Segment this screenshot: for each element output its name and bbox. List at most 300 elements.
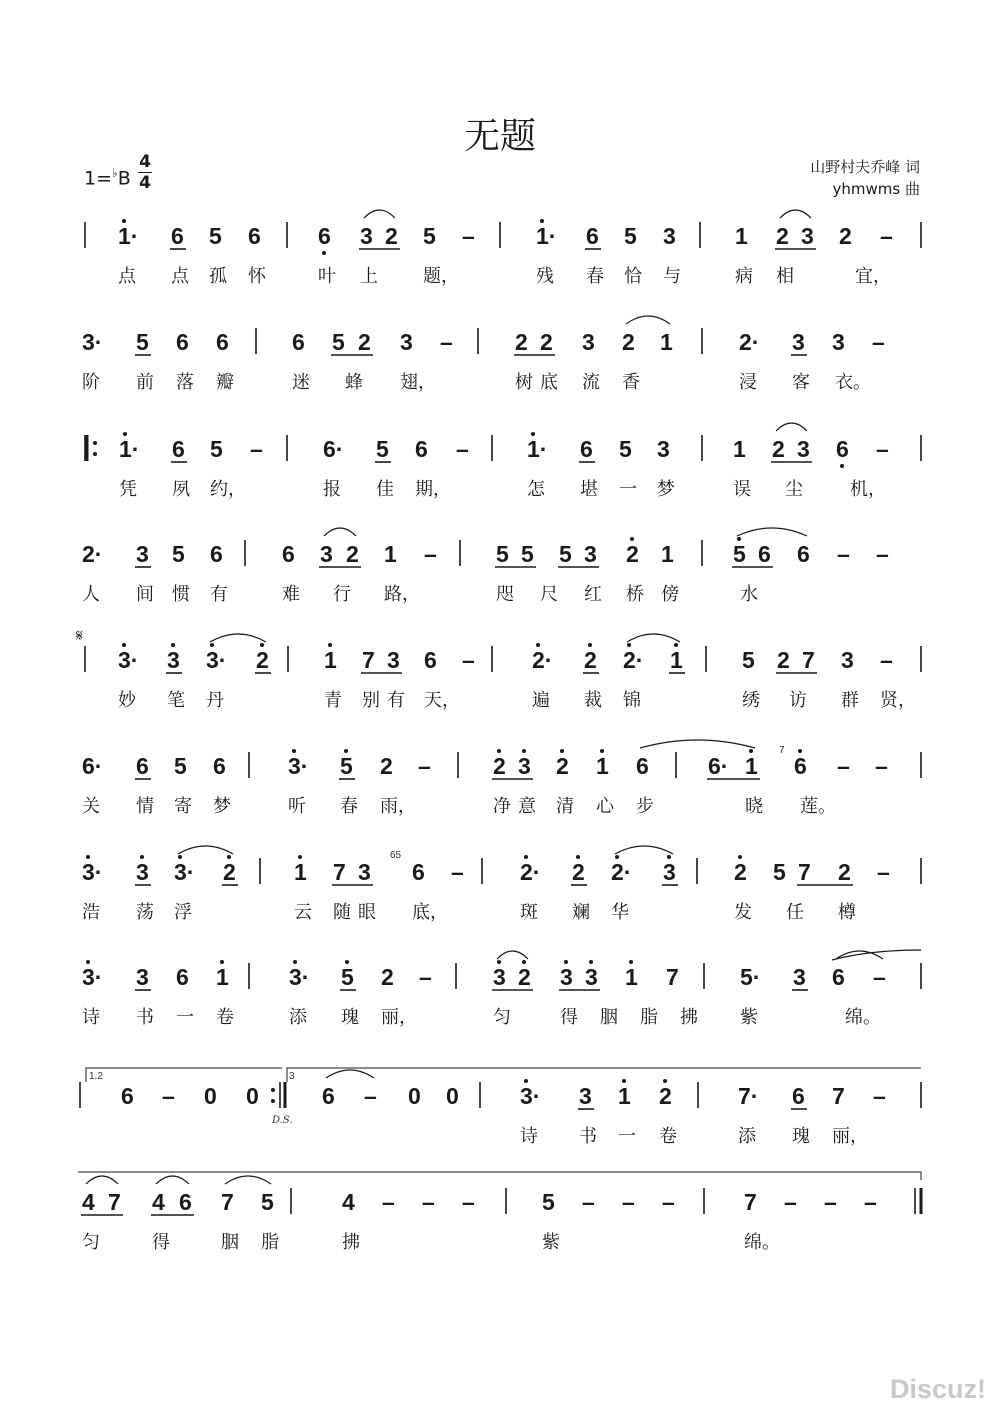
octave-dot-high	[171, 643, 175, 647]
note: 0	[246, 1083, 259, 1109]
octave-dot-high	[630, 537, 634, 541]
lyric-syllable: 意	[518, 796, 536, 817]
note: 3·	[82, 964, 103, 990]
note: 2	[659, 1083, 672, 1109]
note: 0	[446, 1083, 459, 1109]
note: –	[440, 329, 453, 355]
note: 6	[758, 541, 771, 567]
lyric-syllable: 清	[556, 796, 574, 817]
note: 2	[381, 964, 394, 990]
note: 5	[209, 223, 222, 249]
octave-dot-high	[749, 749, 753, 753]
watermark: Discuz!	[889, 1374, 986, 1404]
lyric-syllable: 绵。	[744, 1232, 780, 1253]
page-title: 无题	[463, 116, 536, 157]
note: 1	[596, 753, 609, 779]
note: 1	[661, 541, 674, 567]
lyric-syllable: 雨，	[380, 796, 416, 817]
note: 3	[560, 964, 573, 990]
lyric-syllable: 与	[663, 266, 681, 287]
note: 1	[670, 647, 683, 673]
lyric-syllable: 紫	[542, 1232, 560, 1253]
lyric-syllable: 拂	[680, 1007, 698, 1028]
repeat-dot	[93, 452, 97, 456]
lyric-syllable: 怎	[527, 479, 545, 500]
lyric-syllable: 书	[579, 1126, 597, 1147]
note: 3	[136, 964, 149, 990]
octave-dot-high	[674, 643, 678, 647]
octave-dot-high	[663, 1079, 667, 1083]
lyric-syllable: 锦	[623, 690, 641, 711]
note: 3·	[520, 1083, 541, 1109]
note: 6	[171, 223, 184, 249]
lyric-syllable: 得	[560, 1007, 578, 1028]
octave-dot-high	[522, 749, 526, 753]
row-5	[85, 634, 921, 711]
octave-dot-high	[576, 855, 580, 859]
lyric-syllable: 卷	[216, 1007, 234, 1028]
octave-dot-high	[86, 855, 90, 859]
note: 2	[626, 541, 639, 567]
note: 5	[174, 753, 187, 779]
coda-bracket	[78, 1172, 921, 1180]
note: 2	[380, 753, 393, 779]
octave-dot-high	[531, 432, 535, 436]
note: 3	[797, 436, 810, 462]
lyric-syllable: 佳	[376, 479, 394, 500]
lyric-syllable: 翅，	[400, 372, 436, 393]
slur	[627, 634, 680, 642]
note: 2	[346, 541, 359, 567]
row-10	[81, 1176, 877, 1253]
note: 3	[358, 859, 371, 885]
row-9	[80, 1070, 921, 1147]
note: 7	[333, 859, 346, 885]
note: –	[876, 541, 889, 567]
lyric-syllable: 相	[776, 266, 794, 287]
lyric-syllable: 迷	[292, 372, 310, 393]
octave-dot-high	[122, 643, 126, 647]
note: –	[250, 436, 263, 462]
lyricist-credit: 山野村夫乔峰 词	[810, 158, 920, 176]
note: 6·	[708, 753, 729, 779]
note: 6	[792, 1083, 805, 1109]
slur	[737, 528, 807, 536]
key-note: B	[117, 167, 131, 190]
note: 6	[176, 329, 189, 355]
repeat-dot	[271, 1099, 275, 1103]
lyric-syllable: 堪	[580, 479, 598, 500]
note: 7	[832, 1083, 845, 1109]
note: 3	[582, 329, 595, 355]
note: 1	[216, 964, 229, 990]
lyric-syllable: 人	[82, 584, 100, 605]
note: 1·	[119, 436, 140, 462]
note: 5·	[740, 964, 761, 990]
note: –	[451, 859, 464, 885]
note: 2	[772, 436, 785, 462]
repeat-dot	[93, 441, 97, 445]
note: 6·	[323, 436, 344, 462]
lyric-syllable: 添	[289, 1007, 307, 1028]
lyric-syllable: 丹	[206, 690, 224, 711]
note: –	[462, 1189, 475, 1215]
note: 3	[793, 964, 806, 990]
note: 2	[584, 647, 597, 673]
lyric-syllable: 胭	[600, 1007, 618, 1028]
lyric-syllable: 随	[333, 902, 351, 923]
note: 7	[221, 1189, 234, 1215]
note: 2	[515, 329, 528, 355]
note: –	[422, 1189, 435, 1215]
lyric-syllable: 前	[136, 372, 154, 393]
note: 6	[121, 1083, 134, 1109]
lyric-syllable: 约，	[210, 479, 246, 500]
lyric-syllable: 衣。	[835, 372, 871, 393]
row-7	[82, 846, 921, 923]
note: 2	[493, 753, 506, 779]
lyric-syllable: 客	[792, 372, 810, 393]
lyric-syllable: 底	[540, 372, 558, 393]
lyric-syllable: 丽，	[832, 1126, 868, 1147]
grace-note-1: 7	[779, 745, 785, 756]
note: 7	[362, 647, 375, 673]
octave-dot-high	[345, 960, 349, 964]
lyric-syllable: 浮	[174, 902, 192, 923]
lyric-syllable: 发	[734, 902, 752, 923]
octave-dot-high	[220, 960, 224, 964]
lyric-syllable: 尘	[785, 479, 803, 500]
lyric-syllable: 情	[136, 796, 154, 817]
note: 3	[579, 1083, 592, 1109]
octave-dot-high	[328, 643, 332, 647]
note: –	[462, 223, 475, 249]
lyric-syllable: 叶	[318, 266, 336, 287]
note: 3	[792, 329, 805, 355]
octave-dot-high	[737, 537, 741, 541]
time-top: 4	[139, 152, 151, 172]
note: 3·	[206, 647, 227, 673]
note: 3	[801, 223, 814, 249]
note: 1	[733, 436, 746, 462]
note: 1	[618, 1083, 631, 1109]
note: –	[880, 223, 893, 249]
lyric-syllable: 路，	[384, 584, 420, 605]
octave-dot-high	[122, 219, 126, 223]
note: 7	[108, 1189, 121, 1215]
lyric-syllable: 有	[387, 690, 405, 711]
note: –	[462, 647, 475, 673]
lyric-syllable: 梦	[657, 479, 675, 500]
note: 7	[744, 1189, 757, 1215]
slur	[210, 634, 266, 642]
lyric-syllable: 胭	[221, 1232, 239, 1253]
lyric-syllable: 蜂	[345, 372, 363, 393]
slur	[326, 1070, 374, 1078]
note: 2	[385, 223, 398, 249]
lyric-syllable: 春	[586, 266, 604, 287]
lyric-syllable: 步	[636, 796, 654, 817]
octave-dot-high	[622, 1079, 626, 1083]
grace-note-2: 65	[390, 850, 402, 861]
octave-dot-high	[615, 855, 619, 859]
note: 3·	[174, 859, 195, 885]
note: –	[662, 1189, 675, 1215]
lyric-syllable: 浸	[739, 372, 757, 393]
note: 5	[210, 436, 223, 462]
note: –	[824, 1189, 837, 1215]
lyric-syllable: 残	[536, 266, 554, 287]
note: 3·	[82, 859, 103, 885]
lyric-syllable: 有	[210, 584, 228, 605]
octave-dot-low	[322, 251, 326, 255]
octave-dot-high	[497, 749, 501, 753]
note: 5	[423, 223, 436, 249]
lyric-syllable: 落	[176, 372, 194, 393]
note: 1	[324, 647, 337, 673]
note: 3	[657, 436, 670, 462]
note: 6·	[82, 753, 103, 779]
row-4	[82, 528, 889, 605]
note: 3	[400, 329, 413, 355]
lyric-syllable: 题，	[423, 266, 459, 287]
lyric-syllable: 恰	[624, 266, 642, 287]
note: 3	[663, 223, 676, 249]
note: 5	[619, 436, 632, 462]
note: 5	[341, 964, 354, 990]
segno-mark: 𝄋	[76, 626, 83, 645]
note: 7	[802, 647, 815, 673]
note: 5	[340, 753, 353, 779]
octave-dot-high	[298, 855, 302, 859]
lyric-syllable: 云	[294, 902, 312, 923]
note: 1	[625, 964, 638, 990]
lyric-syllable: 访	[789, 690, 807, 711]
lyric-syllable: 丽，	[381, 1007, 417, 1028]
lyric-syllable: 瑰	[792, 1126, 810, 1147]
note: 1	[384, 541, 397, 567]
note: 2·	[611, 859, 632, 885]
octave-dot-high	[140, 855, 144, 859]
slur	[86, 1176, 118, 1184]
note: 6	[412, 859, 425, 885]
lyric-syllable: 任	[786, 902, 804, 923]
note: –	[622, 1189, 635, 1215]
octave-dot-high	[798, 749, 802, 753]
note: 2	[734, 859, 747, 885]
note: 6	[318, 223, 331, 249]
note: 5	[542, 1189, 555, 1215]
flat-sign: ♭	[112, 166, 118, 180]
note: –	[582, 1189, 595, 1215]
note: 0	[204, 1083, 217, 1109]
note: 6	[172, 436, 185, 462]
note: 3	[518, 753, 531, 779]
note: 2	[777, 647, 790, 673]
note: 2	[838, 859, 851, 885]
note: 1	[745, 753, 758, 779]
note: 5	[376, 436, 389, 462]
note: –	[837, 541, 850, 567]
octave-dot-high	[292, 749, 296, 753]
lyric-syllable: 贤，	[880, 690, 916, 711]
note: 5	[496, 541, 509, 567]
note: 2	[839, 223, 852, 249]
lyric-syllable: 病	[735, 266, 753, 287]
note: 4	[152, 1189, 165, 1215]
octave-dot-high	[540, 219, 544, 223]
composer-credit: yhmwms 曲	[832, 180, 920, 198]
octave-dot-high	[86, 960, 90, 964]
lyric-syllable: 尺	[540, 584, 558, 605]
row-1	[85, 210, 921, 287]
octave-dot-high	[564, 960, 568, 964]
note: 3·	[289, 964, 310, 990]
lyric-syllable: 得	[152, 1232, 170, 1253]
lyric-syllable: 流	[582, 372, 600, 393]
lyric-syllable: 妙	[118, 690, 136, 711]
lyric-syllable: 夙	[172, 479, 190, 500]
slur	[640, 740, 755, 748]
note: –	[424, 541, 437, 567]
note: 5	[733, 541, 746, 567]
lyric-syllable: 绣	[742, 690, 760, 711]
note: 2·	[82, 541, 103, 567]
volta-bracket-2	[287, 1068, 921, 1082]
note: 6	[136, 753, 149, 779]
note: 3·	[82, 329, 103, 355]
volta-2-label: 3	[289, 1071, 295, 1082]
lyric-syllable: 树	[515, 372, 533, 393]
lyric-syllable: 怀	[248, 266, 266, 287]
lyric-syllable: 一	[618, 1126, 636, 1147]
lyric-syllable: 难	[282, 584, 300, 605]
lyric-syllable: 莲。	[800, 796, 836, 817]
note: 4	[82, 1189, 95, 1215]
note: 3	[584, 541, 597, 567]
note: –	[872, 329, 885, 355]
lyric-syllable: 瑰	[341, 1007, 359, 1028]
note: 2·	[532, 647, 553, 673]
lyric-syllable: 间	[136, 584, 154, 605]
repeat-dot	[271, 1088, 275, 1092]
lyric-syllable: 紫	[740, 1007, 758, 1028]
note: 3	[387, 647, 400, 673]
row-3	[85, 423, 921, 500]
note: 3	[167, 647, 180, 673]
note: –	[873, 1083, 886, 1109]
note: 5	[624, 223, 637, 249]
note: –	[876, 436, 889, 462]
octave-dot-high	[260, 643, 264, 647]
note: 1	[660, 329, 673, 355]
note: 6	[424, 647, 437, 673]
note: 2	[518, 964, 531, 990]
note: 1·	[536, 223, 557, 249]
lyric-syllable: 卷	[659, 1126, 677, 1147]
lyric-syllable: 斑	[520, 902, 538, 923]
note: 6	[216, 329, 229, 355]
note: 2	[256, 647, 269, 673]
slur	[225, 1176, 271, 1184]
octave-dot-high	[560, 749, 564, 753]
lyric-syllable: 樽	[838, 902, 856, 923]
octave-dot-high	[627, 643, 631, 647]
note: 7	[666, 964, 679, 990]
note: –	[456, 436, 469, 462]
octave-dot-high	[344, 749, 348, 753]
lyric-syllable: 斓	[572, 902, 590, 923]
octave-dot-high	[667, 855, 671, 859]
lyric-syllable: 书	[136, 1007, 154, 1028]
note: 6	[292, 329, 305, 355]
lyric-syllable: 荡	[136, 902, 154, 923]
note: 5	[559, 541, 572, 567]
ds-mark: D.S.	[272, 1115, 293, 1126]
note: 2·	[739, 329, 760, 355]
octave-dot-high	[629, 960, 633, 964]
lyric-syllable: 凭	[119, 479, 137, 500]
octave-dot-high	[536, 643, 540, 647]
note: 6	[836, 436, 849, 462]
note: –	[875, 753, 888, 779]
octave-dot-high	[497, 960, 501, 964]
slur	[497, 951, 528, 959]
note: 1	[294, 859, 307, 885]
volta-bracket-1	[86, 1068, 282, 1082]
row-2	[82, 316, 885, 393]
lyric-syllable: 宜，	[855, 266, 891, 287]
note: 7	[798, 859, 811, 885]
lyric-syllable: 咫	[496, 584, 514, 605]
lyric-syllable: 行	[333, 584, 351, 605]
note: 6	[282, 541, 295, 567]
lyric-syllable: 诗	[520, 1126, 538, 1147]
octave-dot-low	[840, 464, 844, 468]
note: 7·	[738, 1083, 759, 1109]
lyric-syllable: 遍	[532, 690, 550, 711]
lyric-syllable: 桥	[626, 584, 644, 605]
lyric-syllable: 拂	[342, 1232, 360, 1253]
key-prefix: 1=	[84, 167, 113, 190]
note: 2	[223, 859, 236, 885]
slur	[178, 846, 233, 854]
lyric-syllable: 傍	[661, 584, 679, 605]
note: 3	[136, 541, 149, 567]
lyric-syllable: 上	[360, 266, 378, 287]
note: –	[877, 859, 890, 885]
note: –	[382, 1189, 395, 1215]
note: 6	[580, 436, 593, 462]
note: 4	[342, 1189, 355, 1215]
octave-dot-high	[738, 855, 742, 859]
note: 2·	[623, 647, 644, 673]
note: –	[162, 1083, 175, 1109]
lyric-syllable: 期，	[415, 479, 451, 500]
note: 3	[663, 859, 676, 885]
lyric-syllable: 心	[596, 796, 614, 817]
note: 6	[213, 753, 226, 779]
lyric-syllable: 匀	[493, 1007, 511, 1028]
note: 5	[136, 329, 149, 355]
note: –	[784, 1189, 797, 1215]
note: 3·	[118, 647, 139, 673]
octave-dot-high	[123, 432, 127, 436]
note: –	[837, 753, 850, 779]
lyric-syllable: 绵。	[845, 1007, 881, 1028]
note: 1·	[527, 436, 548, 462]
lyric-syllable: 眼	[358, 902, 376, 923]
